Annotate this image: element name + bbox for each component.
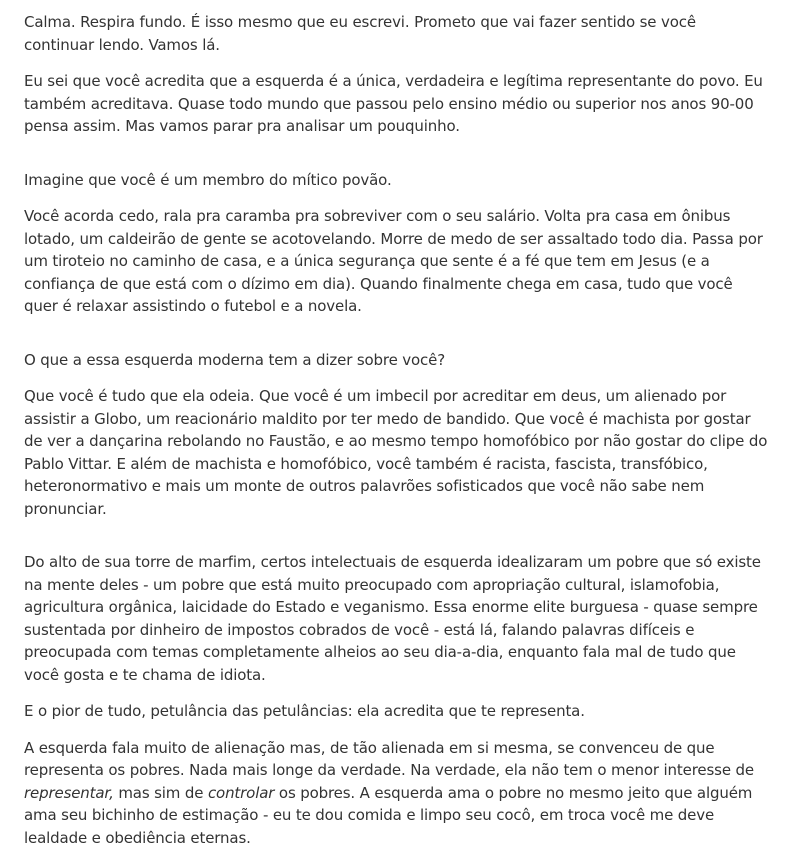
paragraph-alienation [24, 737, 769, 849]
paragraph-ivory-tower: Do alto de sua torre de marfim, certos intelectuais de esquerda idealizaram um pobre que só existe na mente deles - um pobre que está muito preocupado com apropriação cultural, islamofobia, agricultura orgânica, laicidade do Estado e veganismo. Essa enorme elite burguesa - quase sempre sustentada por dinheiro de impostos cobrados de você - está lá, falando palavras difíceis e preocupada com temas completamente alheios ao seu dia-a-dia, enquanto fala mal de tudo que você gosta e te chama de idiota. [24, 551, 769, 686]
alienation-text-2: mas sim de [114, 784, 208, 802]
emphasis-representar: representar, [24, 784, 114, 802]
paragraph-petulance: E o pior de tudo, petulância das petulâncias: ela acredita que te representa. [24, 700, 769, 723]
paragraph-daily-life: Você acorda cedo, rala pra caramba pra sobreviver com o seu salário. Volta pra casa em ônibus lotado, um caldeirão de gente se acotovelando. Morre de medo de ser assaltado todo dia. Passa por um tiroteio no caminho de casa, e a única segurança que sente é a fé que tem em Jesus (e a confiança de que está com o dízimo em dia). Quando finalmente chega em casa, tudo que você quer é relaxar assistindo o futebol e a novela. [24, 205, 769, 318]
alienation-text-3: os pobres. A esquerda ama o pobre no mesmo jeito que alguém ama seu bichinho de estimação - eu te dou comida e limpo seu cocô, em troca você me deve lealdade e obediência eternas. [24, 784, 752, 847]
alienation-text-1: A esquerda fala muito de alienação mas, de tão alienada em si mesma, se convenceu de que representa os pobres. Nada mais longe da verdade. Na verdade, ela não tem o menor interesse de [24, 739, 754, 780]
paragraph-intro: Calma. Respira fundo. É isso mesmo que eu escrevi. Prometo que vai fazer sentido se você continuar lendo. Vamos lá. [24, 11, 769, 56]
paragraph-question: O que a essa esquerda moderna tem a dizer sobre você? [24, 349, 769, 372]
emphasis-controlar: controlar [208, 784, 274, 802]
paragraph-imagine: Imagine que você é um membro do mítico povão. [24, 169, 769, 192]
paragraph-belief: Eu sei que você acredita que a esquerda é a única, verdadeira e legítima representante do povo. Eu também acreditava. Quase todo mundo que passou pelo ensino médio ou superior nos anos 90-00 pensa assim. Mas vamos parar pra analisar um pouquinho. [24, 70, 769, 138]
paragraph-hatred: Que você é tudo que ela odeia. Que você é um imbecil por acreditar em deus, um alienado por assistir a Globo, um reacionário maldito por ter medo de bandido. Que você é machista por gostar de ver a dançarina rebolando no Faustão, e ao mesmo tempo homofóbico por não gostar do clipe do Pablo Vittar. E além de machista e homofóbico, você também é racista, fascista, transfóbico, heteronormativo e mais um monte de outros palavrões sofisticados que você não sabe nem pronunciar. [24, 385, 769, 520]
